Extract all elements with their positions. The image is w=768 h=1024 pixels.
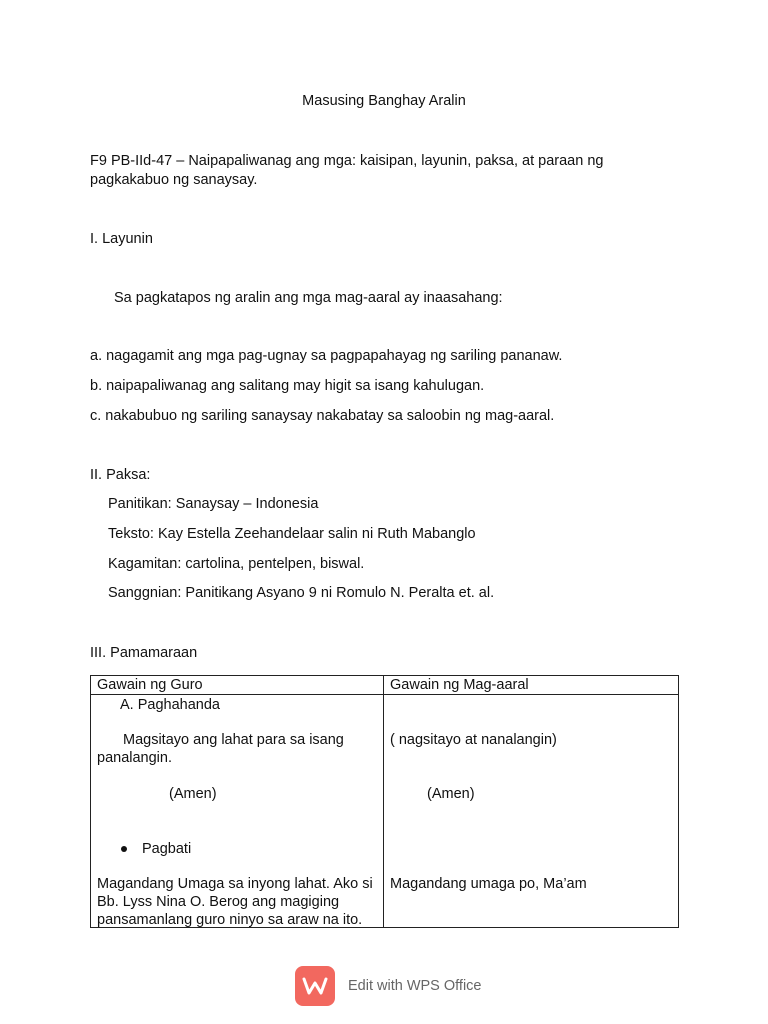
table-row — [91, 695, 679, 928]
topic-item: Kagamitan: cartolina, pentelpen, biswal. — [108, 556, 365, 572]
objective-item-a: a. nagagamit ang mga pag-ugnay sa pagpapahayag ng sariling pananaw. — [90, 348, 563, 364]
wps-edit-banner[interactable] — [295, 965, 482, 1007]
objectives-intro: Sa pagkatapos ng aralin ang mga mag-aaral ay inaasahang: — [114, 290, 503, 306]
greeting-bullet-item — [121, 840, 377, 858]
section-2-heading: II. Paksa: — [90, 467, 151, 483]
objective-item-b: b. naipapaliwanag ang salitang may higit sa isang kahulugan. — [90, 378, 485, 394]
preparation-subheading: A. Paghahanda — [120, 697, 220, 713]
topic-item: Panitikan: Sanaysay – Indonesia — [108, 496, 319, 512]
student-cell — [384, 695, 679, 928]
document-title: Masusing Banghay Aralin — [302, 93, 466, 109]
wps-office-logo-icon — [295, 966, 335, 1006]
teacher-greeting-text: Magandang Umaga sa inyong lahat. Ako si Bb. Lyss Nina O. Berog ang magiging pansamanlang guro ninyo sa araw na ito. — [97, 876, 373, 928]
teacher-amen-text: (Amen) — [169, 786, 217, 802]
student-greeting-text: Magandang umaga po, Ma’am — [390, 876, 587, 892]
section-1-heading: I. Layunin — [90, 231, 153, 247]
student-prayer-text: ( nagsitayo at nanalangin) — [390, 732, 557, 748]
student-amen-text: (Amen) — [427, 786, 475, 802]
student-column-header: Gawain ng Mag-aaral — [384, 676, 679, 695]
teacher-prayer-text: Magsitayo ang lahat para sa isang panalangin. — [97, 732, 344, 766]
bullet-icon — [121, 846, 127, 852]
competency-text: F9 PB-IId-47 – Naipapaliwanag ang mga: kaisipan, layunin, paksa, at paraan ng pagkakabuo ng sanaysay. — [90, 153, 604, 188]
table-header-row — [91, 676, 679, 695]
objective-item-c: c. nakabubuo ng sariling sanaysay nakabatay sa saloobin ng mag-aaral. — [90, 408, 555, 424]
topic-item: Teksto: Kay Estella Zeehandelaar salin ni Ruth Mabanglo — [108, 526, 476, 542]
topic-item: Sanggnian: Panitikang Asyano 9 ni Romulo N. Peralta et. al. — [108, 585, 495, 601]
teacher-column-header: Gawain ng Guro — [91, 676, 384, 695]
section-3-heading: III. Pamamaraan — [90, 645, 198, 661]
procedure-table — [90, 675, 679, 928]
greeting-bullet-label: Pagbati — [142, 841, 192, 857]
wps-edit-label[interactable]: Edit with WPS Office — [348, 978, 482, 994]
teacher-cell — [91, 695, 384, 928]
